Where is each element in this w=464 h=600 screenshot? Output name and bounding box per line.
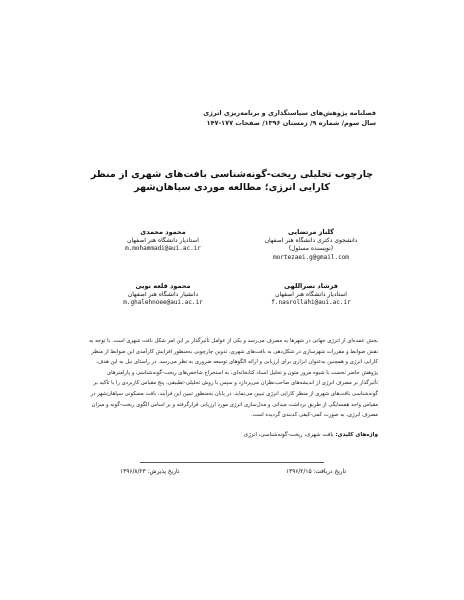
author-email: m.mohammadi@aui.ac.ir: [125, 245, 201, 252]
author-name: گلناز مرتضایی: [288, 228, 334, 236]
author-block: [236, 282, 386, 308]
author-email: f.nasrollahi@aui.ac.ir: [271, 299, 351, 306]
author-block: [88, 282, 238, 308]
accepted-date: تاریخ پذیرش: ۱۳۹۶/۸/۲۳: [120, 469, 180, 475]
author-affiliation: دانشجوی دکتری دانشگاه هنر اصفهان: [264, 236, 358, 244]
author-affiliation: استادیار دانشگاه هنر اصفهان: [275, 290, 347, 298]
author-name: محمود محمدی: [140, 228, 186, 236]
keywords: [86, 430, 378, 440]
keywords-label: واژه‌های کلیدی:: [335, 432, 378, 438]
author-note: (نویسنده مسئول): [288, 245, 334, 252]
journal-issue: سال سوم/ شماره ۹/ زمستان ۱۳۹۶/ صفحات ۱۷۷-۱۴۷: [206, 119, 376, 127]
paper-title: [60, 168, 404, 194]
abstract-line: مصرف انرژی، به صورت کمی-کیفی کدبندی گردیده است.: [250, 412, 378, 419]
author-affiliation: استادیار دانشگاه هنر اصفهان: [127, 236, 199, 244]
abstract-line: تأثیرگذار بر مصرف انرژی از اندیشه‌های صاحب‌نظران می‌پردازد و سپس با روش تحلیلی-تطبیقی، پنج مقیاس کاربردی را با تأکید بر: [93, 380, 378, 387]
abstract-line: کارایی انرژی و همچنین به‌عنوان ابزاری برای ارزیابی و ارائه الگوهای توسعه ضروری به نظر می‌رسد. در راستای نیل به این هدف،: [96, 359, 378, 366]
author-email: m.ghalehnoee@aui.ac.ir: [123, 299, 203, 306]
author-block: [88, 228, 238, 254]
journal-name: فصلنامه پژوهش‌های سیاستگذاری و برنامه‌ریزی انرژی: [203, 109, 376, 117]
journal-header: [76, 108, 376, 128]
keywords-text: بافت شهری، ریخت-گونه‌شناسی، انرژی: [243, 432, 334, 438]
abstract: [86, 336, 378, 421]
author-email: mortezaei.g@gmail.com: [273, 253, 349, 261]
abstract-line: مقیاس واحد همسایگی از طریق برداشت میدانی و مدل‌سازی انرژی مورد ارزیابی قرارگرفته و بر اساس الگوی ریخت-گونه و میزان: [91, 401, 378, 408]
title-line-1: چارچوب تحلیلی ریخت-گونه‌شناسی بافت‌های شهری از منظر: [90, 169, 374, 180]
abstract-line: نقش ضوابط و مقررات شهرسازی در شکل‌دهی به بافت‌های شهری، تدوین چارچوبی به‌منظور افزایش کارآمدی این ضوابط از منظر: [91, 348, 378, 355]
title-line-2: کارایی انرژی؛ مطالعه موردی سپاهان‌شهر: [134, 182, 330, 193]
abstract-line: گونه‌شناسی بافت‌های شهری از منظر کارایی انرژی تبیین می‌نماید. در پایان به‌منظور تبیین این فرآیند، بافت مسکونی سپاهان‌شهر در: [90, 390, 378, 397]
author-affiliation: دانشیار دانشگاه هنر اصفهان: [127, 290, 199, 298]
author-name: فرشاد نصراللهی: [284, 282, 338, 290]
footer-divider: [140, 462, 324, 463]
abstract-line: پژوهش حاضر نخست با شیوه مرور متون و تحلیل اسناد کتابخانه‌ای، به استخراج شاخص‌های ریخت-گونه‌شناسی و پارامترهای: [107, 369, 378, 376]
received-date: تاریخ دریافت: ۱۳۹۶/۲/۱۵: [285, 469, 346, 475]
author-block: [236, 228, 386, 262]
abstract-line: بخش عمده‌ای از انرژی جهانی در شهرها به مصرف می‌رسد و یکی از عوامل تأثیرگذار بر این امر شکل بافت شهری است. با توجه به: [89, 338, 378, 344]
author-name: محمود قلعه نویی: [135, 282, 191, 290]
